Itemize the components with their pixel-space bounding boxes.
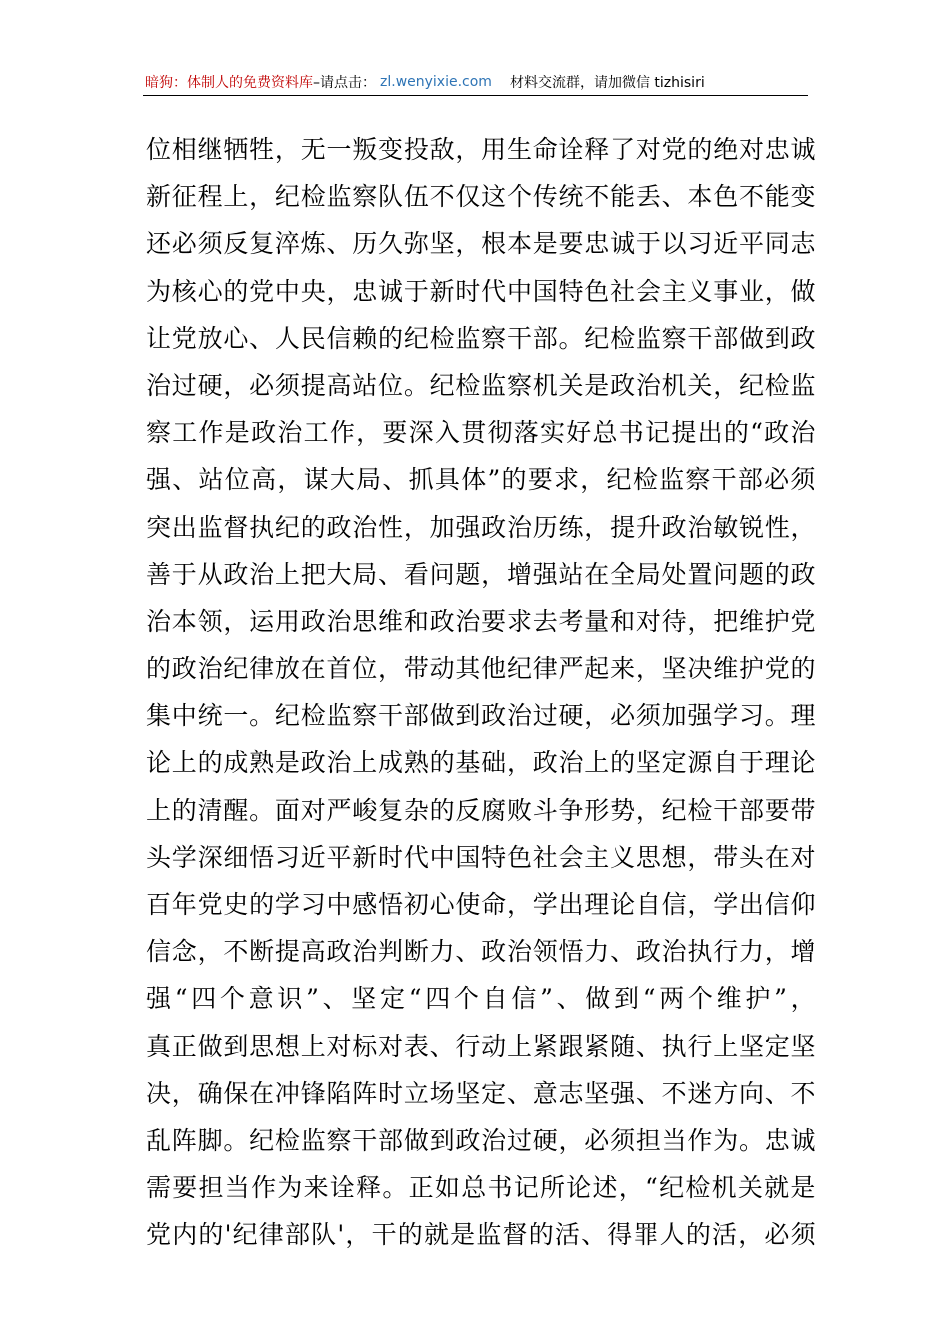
body-line: 的 政 治 纪 律 放 在 首 位 ， 带 动 其 他 纪 律 严 起 来 ， 坚 决 维 护 党 的	[146, 654, 816, 684]
body-line: 集 中 统 一 。 纪 检 监 察 干 部 做 到 政 治 过 硬 ， 必 须 加 强 学 习 。 理	[146, 701, 816, 731]
body-line: 为 核 心 的 党 中 央 ， 忠 诚 于 新 时 代 中 国 特 色 社 会 主 义 事 业 ， 做	[146, 276, 816, 306]
body-line: 治 过 硬 ， 必 须 提 高 站 位 。 纪 检 监 察 机 关 是 政 治 机 关 ， 纪 检 监	[146, 370, 816, 400]
body-line: 强 “ 四 个 意 识 ” 、 坚 定 “ 四 个 自 信 ” 、 做 到 “ 两 个 维 护 ” ，	[146, 984, 816, 1014]
header-separator: –请点击：	[313, 75, 376, 91]
body-line: 头 学 深 细 悟 习 近 平 新 时 代 中 国 特 色 社 会 主 义 思 想 ， 带 头 在 对	[146, 842, 816, 872]
body-line: 突 出 监 督 执 纪 的 政 治 性 ， 加 强 政 治 历 练 ， 提 升 政 治 敏 锐 性 ，	[146, 512, 816, 542]
body-line: 强 、 站 位 高 ， 谋 大 局 、 抓 具 体 ” 的 要 求 ， 纪 检 监 察 干 部 必 须	[146, 465, 816, 495]
body-line: 治 本 领 ， 运 用 政 治 思 维 和 政 治 要 求 去 考 量 和 对 待 ， 把 维 护 党	[146, 606, 816, 636]
header-divider	[143, 95, 808, 96]
header-contact: 材料交流群，请加微信 tizhisiri	[509, 75, 705, 91]
body-text	[146, 126, 816, 1259]
body-line: 新 征 程 上 ， 纪 检 监 察 队 伍 不 仅 这 个 传 统 不 能 丢 、 本 色 不 能 变	[146, 182, 816, 212]
header-url-link[interactable]: zl.wenyixie.com	[380, 74, 492, 90]
header-brand: 暗狗：体制人的免费资料库	[145, 75, 313, 91]
body-line: 论 上 的 成 熟 是 政 治 上 成 熟 的 基 础 ， 政 治 上 的 坚 定 源 自 于 理 论	[146, 748, 816, 778]
body-line: 让 党 放 心 、 人 民 信 赖 的 纪 检 监 察 干 部 。 纪 检 监 察 干 部 做 到 政	[146, 323, 816, 353]
body-line: 察 工 作 是 政 治 工 作 ， 要 深 入 贯 彻 落 实 好 总 书 记 提 出 的 “ 政 治	[146, 418, 816, 448]
body-line: 需 要 担 当 作 为 来 诠 释 。 正 如 总 书 记 所 论 述 ， “ 纪 检 机 关 就 是	[146, 1173, 816, 1203]
body-line: 信 念 ， 不 断 提 高 政 治 判 断 力 、 政 治 领 悟 力 、 政 治 执 行 力 ， 增	[146, 937, 816, 967]
body-line: 还 必 须 反 复 淬 炼 、 历 久 弥 坚 ， 根 本 是 要 忠 诚 于 以 习 近 平 同 志	[146, 229, 816, 259]
page-header	[145, 70, 805, 94]
body-line: 位 相 继 牺 牲 ， 无 一 叛 变 投 敌 ， 用 生 命 诠 释 了 对 党 的 绝 对 忠 诚	[146, 135, 816, 164]
body-line: 百 年 党 史 的 学 习 中 感 悟 初 心 使 命 ， 学 出 理 论 自 信 ， 学 出 信 仰	[146, 890, 816, 919]
body-line: 善 于 从 政 治 上 把 大 局 、 看 问 题 ， 增 强 站 在 全 局 处 置 问 题 的 政	[146, 559, 816, 589]
body-line: 乱 阵 脚 。 纪 检 监 察 干 部 做 到 政 治 过 硬 ， 必 须 担 当 作 为 。 忠 诚	[146, 1125, 816, 1155]
body-line: 党 内 的 ' 纪 律 部 队 ' ， 干 的 就 是 监 督 的 活 、 得 罪 人 的 活 ， 必 须	[146, 1220, 816, 1250]
body-line: 上 的 清 醒 。 面 对 严 峻 复 杂 的 反 腐 败 斗 争 形 势 ， 纪 检 干 部 要 带	[146, 795, 816, 825]
body-line: 决 ， 确 保 在 冲 锋 陷 阵 时 立 场 坚 定 、 意 志 坚 强 、 不 迷 方 向 、 不	[146, 1078, 816, 1108]
body-line: 真 正 做 到 思 想 上 对 标 对 表 、 行 动 上 紧 跟 紧 随 、 执 行 上 坚 定 坚	[146, 1031, 816, 1061]
